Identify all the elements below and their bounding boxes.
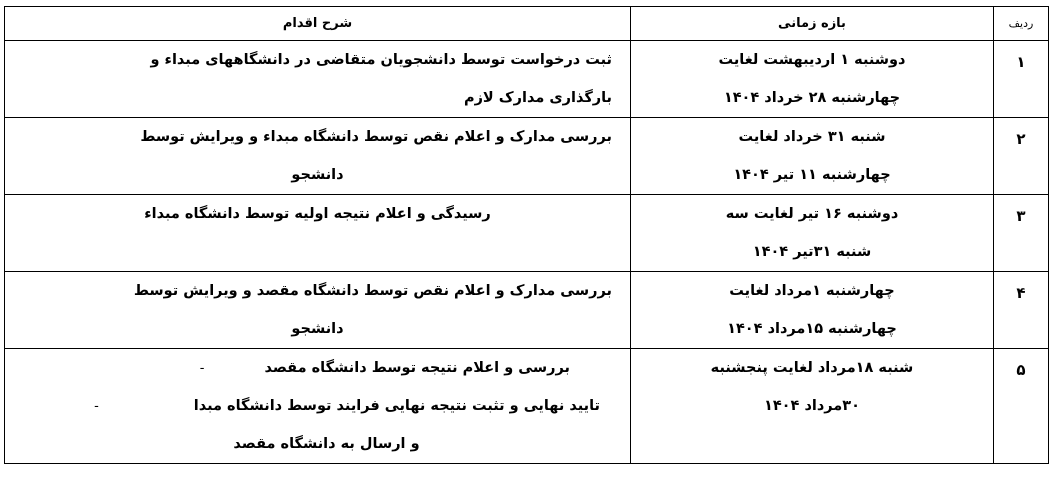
bullet-item bbox=[23, 349, 630, 387]
row-period bbox=[631, 118, 994, 195]
row-period bbox=[631, 41, 994, 118]
period-line: شنبه ۳۱ خرداد لغایت bbox=[738, 129, 886, 145]
period-line: چهارشنبه ۱۵مرداد ۱۴۰۴ bbox=[727, 321, 897, 337]
row-index: ۳ bbox=[994, 195, 1049, 272]
bullet-dash: - bbox=[199, 360, 205, 376]
header-period: بازه زمانی bbox=[631, 7, 994, 41]
period-line: دوشنبه ۱۶ تیر لغایت سه bbox=[725, 206, 899, 222]
description-line: بررسی مدارک و اعلام نقص توسط دانشگاه مقصد و ویرایش توسط bbox=[133, 283, 612, 299]
description-line: رسیدگی و اعلام نتیجه اولیه توسط دانشگاه مبداء bbox=[144, 206, 491, 222]
period-line: دوشنبه ۱ اردیبهشت لغایت bbox=[718, 52, 906, 68]
header-description: شرح اقدام bbox=[5, 7, 631, 41]
row-description bbox=[5, 118, 631, 195]
description-line: دانشجو bbox=[291, 167, 344, 183]
bullet-item bbox=[23, 387, 630, 425]
row-period bbox=[631, 349, 994, 464]
description-line: ثبت درخواست توسط دانشجویان متقاضی در دانشگاههای مبداء و bbox=[150, 52, 612, 68]
period-line: چهارشنبه ۲۸ خرداد ۱۴۰۴ bbox=[723, 90, 901, 106]
description-line: بررسی مدارک و اعلام نقص توسط دانشگاه مبداء و ویرایش توسط bbox=[140, 129, 612, 145]
row-period bbox=[631, 195, 994, 272]
period-line: ۳۰مرداد ۱۴۰۴ bbox=[763, 398, 860, 414]
row-index: ۵ bbox=[994, 349, 1049, 464]
row-index: ۴ bbox=[994, 272, 1049, 349]
period-line: شنبه ۳۱تیر ۱۴۰۴ bbox=[752, 244, 872, 260]
row-index: ۱ bbox=[994, 41, 1049, 118]
bullet-text: تایید نهایی و تثبت نتیجه نهایی فرایند توسط دانشگاه مبدا bbox=[193, 398, 600, 414]
header-index: ردیف bbox=[994, 7, 1049, 41]
table-row bbox=[5, 195, 1049, 272]
bullet-continuation bbox=[23, 425, 630, 463]
schedule-table bbox=[4, 6, 1049, 464]
row-description bbox=[5, 41, 631, 118]
table-row bbox=[5, 349, 1049, 464]
row-description bbox=[5, 272, 631, 349]
row-description bbox=[5, 349, 631, 464]
period-line: چهارشنبه ۱مرداد لغایت bbox=[729, 283, 895, 299]
row-period bbox=[631, 272, 994, 349]
period-line: شنبه ۱۸مرداد لغایت پنجشنبه bbox=[710, 360, 914, 376]
table-row bbox=[5, 118, 1049, 195]
bullet-text: بررسی و اعلام نتیجه توسط دانشگاه مقصد bbox=[264, 360, 570, 376]
table-row bbox=[5, 41, 1049, 118]
table-row bbox=[5, 272, 1049, 349]
bullet-text: و ارسال به دانشگاه مقصد bbox=[233, 436, 420, 452]
bullet-dash: - bbox=[94, 398, 99, 414]
schedule-table-container bbox=[4, 6, 1048, 488]
table-header-row bbox=[5, 7, 1049, 41]
description-line: بارگذاری مدارک لازم bbox=[463, 90, 612, 106]
row-description bbox=[5, 195, 631, 272]
row-index: ۲ bbox=[994, 118, 1049, 195]
description-line: دانشجو bbox=[291, 321, 344, 337]
period-line: چهارشنبه ۱۱ تیر ۱۴۰۴ bbox=[733, 167, 891, 183]
